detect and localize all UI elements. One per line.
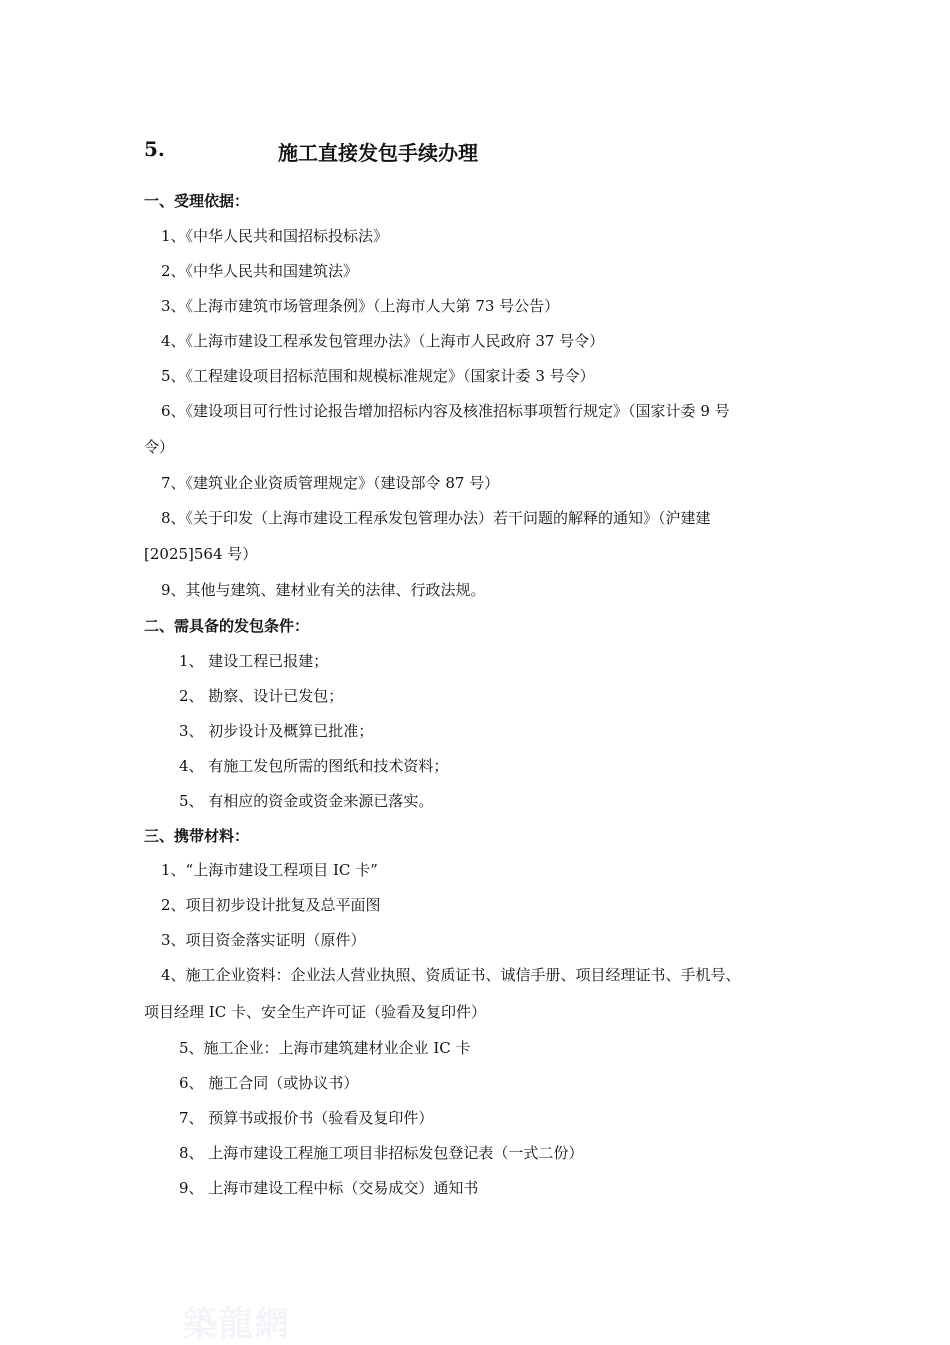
basis-item: 5、《工程建设项目招标范围和规模标准规定》（国家计委 3 号令）: [161, 367, 595, 385]
basis-item: 7、《建筑业企业资质管理规定》（建设部令 87 号）: [161, 474, 500, 492]
basis-item: 9、其他与建筑、建材业有关的法律、行政法规。: [161, 581, 486, 599]
basis-item: 4、《上海市建设工程承发包管理办法》（上海市人民政府 37 号令）: [161, 332, 605, 350]
material-item: 4、施工企业资料：企业法人营业执照、资质证书、诚信手册、项目经理证书、手机号、: [161, 966, 741, 984]
basis-item-continuation: 令）: [144, 438, 175, 456]
condition-item: 4、 有施工发包所需的图纸和技术资料；: [179, 757, 449, 775]
material-item: 2、项目初步设计批复及总平面图: [161, 896, 381, 914]
basis-item: 6、《建设项目可行性讨论报告增加招标内容及核准招标事项暂行规定》（国家计委 9 号: [161, 402, 730, 420]
material-item: 3、项目资金落实证明（原件）: [161, 931, 366, 949]
section-heading-conditions: 二、需具备的发包条件：: [144, 617, 310, 635]
basis-item-continuation: [2025]564 号）: [144, 545, 258, 563]
condition-item: 3、 初步设计及概算已批准；: [179, 722, 374, 740]
section-number: 5.: [144, 137, 165, 161]
material-item: 5、施工企业：上海市建筑建材业企业 IC 卡: [179, 1039, 471, 1057]
basis-item: 3、《上海市建筑市场管理条例》（上海市人大第 73 号公告）: [161, 297, 560, 315]
material-item-continuation: 项目经理 IC 卡、安全生产许可证（验看及复印件）: [144, 1003, 486, 1021]
basis-item: 1、《中华人民共和国招标投标法》: [161, 227, 389, 245]
basis-item: 2、《中华人民共和国建筑法》: [161, 262, 359, 280]
material-item: 9、 上海市建设工程中标（交易成交）通知书: [179, 1179, 479, 1197]
condition-item: 1、 建设工程已报建；: [179, 652, 329, 670]
condition-item: 5、 有相应的资金或资金来源已落实。: [179, 792, 434, 810]
condition-item: 2、 勘察、设计已发包；: [179, 687, 344, 705]
section-heading-materials: 三、携带材料：: [144, 827, 250, 845]
page-title: 施工直接发包手续办理: [278, 141, 478, 165]
watermark-logo: 築龍網: [183, 1304, 291, 1344]
material-item: 7、 预算书或报价书（验看及复印件）: [179, 1109, 434, 1127]
section-heading-basis: 一、受理依据：: [144, 192, 250, 210]
basis-item: 8、《关于印发（上海市建设工程承发包管理办法）若干问题的解释的通知》（沪建建: [161, 509, 711, 527]
material-item: 8、 上海市建设工程施工项目非招标发包登记表（一式二份）: [179, 1144, 584, 1162]
material-item: 1、“上海市建设工程项目 IC 卡”: [161, 861, 378, 879]
material-item: 6、 施工合同（或协议书）: [179, 1074, 359, 1092]
